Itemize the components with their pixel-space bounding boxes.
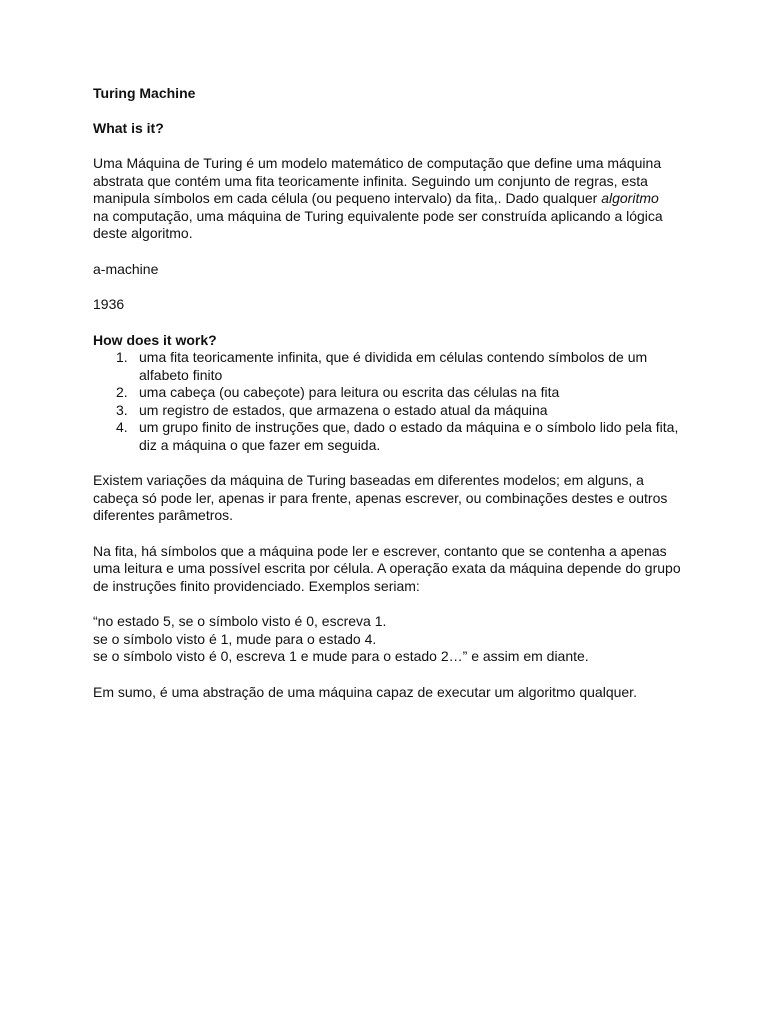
- document-page: [93, 85, 683, 701]
- list-item-text: um grupo finito de instruções que, dado o estado da máquina e o símbolo lido pela fita, diz a máquina o que fazer em seguida.: [139, 419, 679, 453]
- list-item: [93, 402, 683, 420]
- list-number: 1.: [116, 349, 128, 365]
- variations-paragraph: Existem variações da máquina de Turing baseadas em diferentes modelos; em alguns, a cabeça só pode ler, apenas ir para frente, apenas escrever, ou combinações destes e outros diferentes parâmetros.: [93, 472, 668, 523]
- example-line: “no estado 5, se o símbolo visto é 0, escreva 1.: [93, 613, 387, 629]
- example-line: se o símbolo visto é 1, mude para o estado 4.: [93, 630, 377, 647]
- components-list: [93, 349, 683, 454]
- intro-text-end: na computação, uma máquina de Turing equivalente pode ser construída aplicando a lógica deste algoritmo.: [93, 207, 663, 241]
- examples-block: [93, 613, 683, 666]
- intro-paragraph: [93, 155, 683, 243]
- list-item: [93, 384, 683, 402]
- summary-paragraph: Em sumo, é uma abstração de uma máquina capaz de executar um algoritmo qualquer.: [93, 683, 637, 700]
- list-item-text: um registro de estados, que armazena o estado atual da máquina: [139, 401, 548, 418]
- heading-what-is-it: What is it?: [93, 119, 164, 136]
- list-number: 4.: [116, 419, 128, 435]
- tape-paragraph: Na fita, há símbolos que a máquina pode ler e escrever, contanto que se contenha a apenas uma leitura e uma possível escrita por célula. A operação exata da máquina depende do grupo de instruções finito providenciado. Exemplos seriam:: [93, 542, 681, 594]
- list-item-text: uma cabeça (ou cabeçote) para leitura ou escrita das células na fita: [139, 384, 560, 400]
- list-number: 3.: [116, 401, 128, 418]
- list-number: 2.: [116, 384, 128, 400]
- list-item: [93, 349, 683, 384]
- intro-text-start: Uma Máquina de Turing é um modelo matemático de computação que define uma máquina abstrata que contém uma fita teoricamente infinita. Seguindo um conjunto de regras, esta manipula símbolos em cada célula (ou pequeno intervalo) da fita,. Dado qualquer: [93, 155, 662, 206]
- list-item-text: uma fita teoricamente infinita, que é dividida em células contendo símbolos de um alfabeto finito: [139, 349, 648, 383]
- heading-how-does-it-work: How does it work?: [93, 331, 217, 348]
- document-title: Turing Machine: [93, 85, 196, 101]
- year-line: 1936: [93, 296, 125, 312]
- example-line: se o símbolo visto é 0, escreva 1 e mude para o estado 2…” e assim em diante.: [93, 648, 589, 664]
- list-item: [93, 419, 683, 454]
- alias-line: a-machine: [93, 260, 159, 277]
- intro-italic-term: algoritmo: [601, 190, 659, 206]
